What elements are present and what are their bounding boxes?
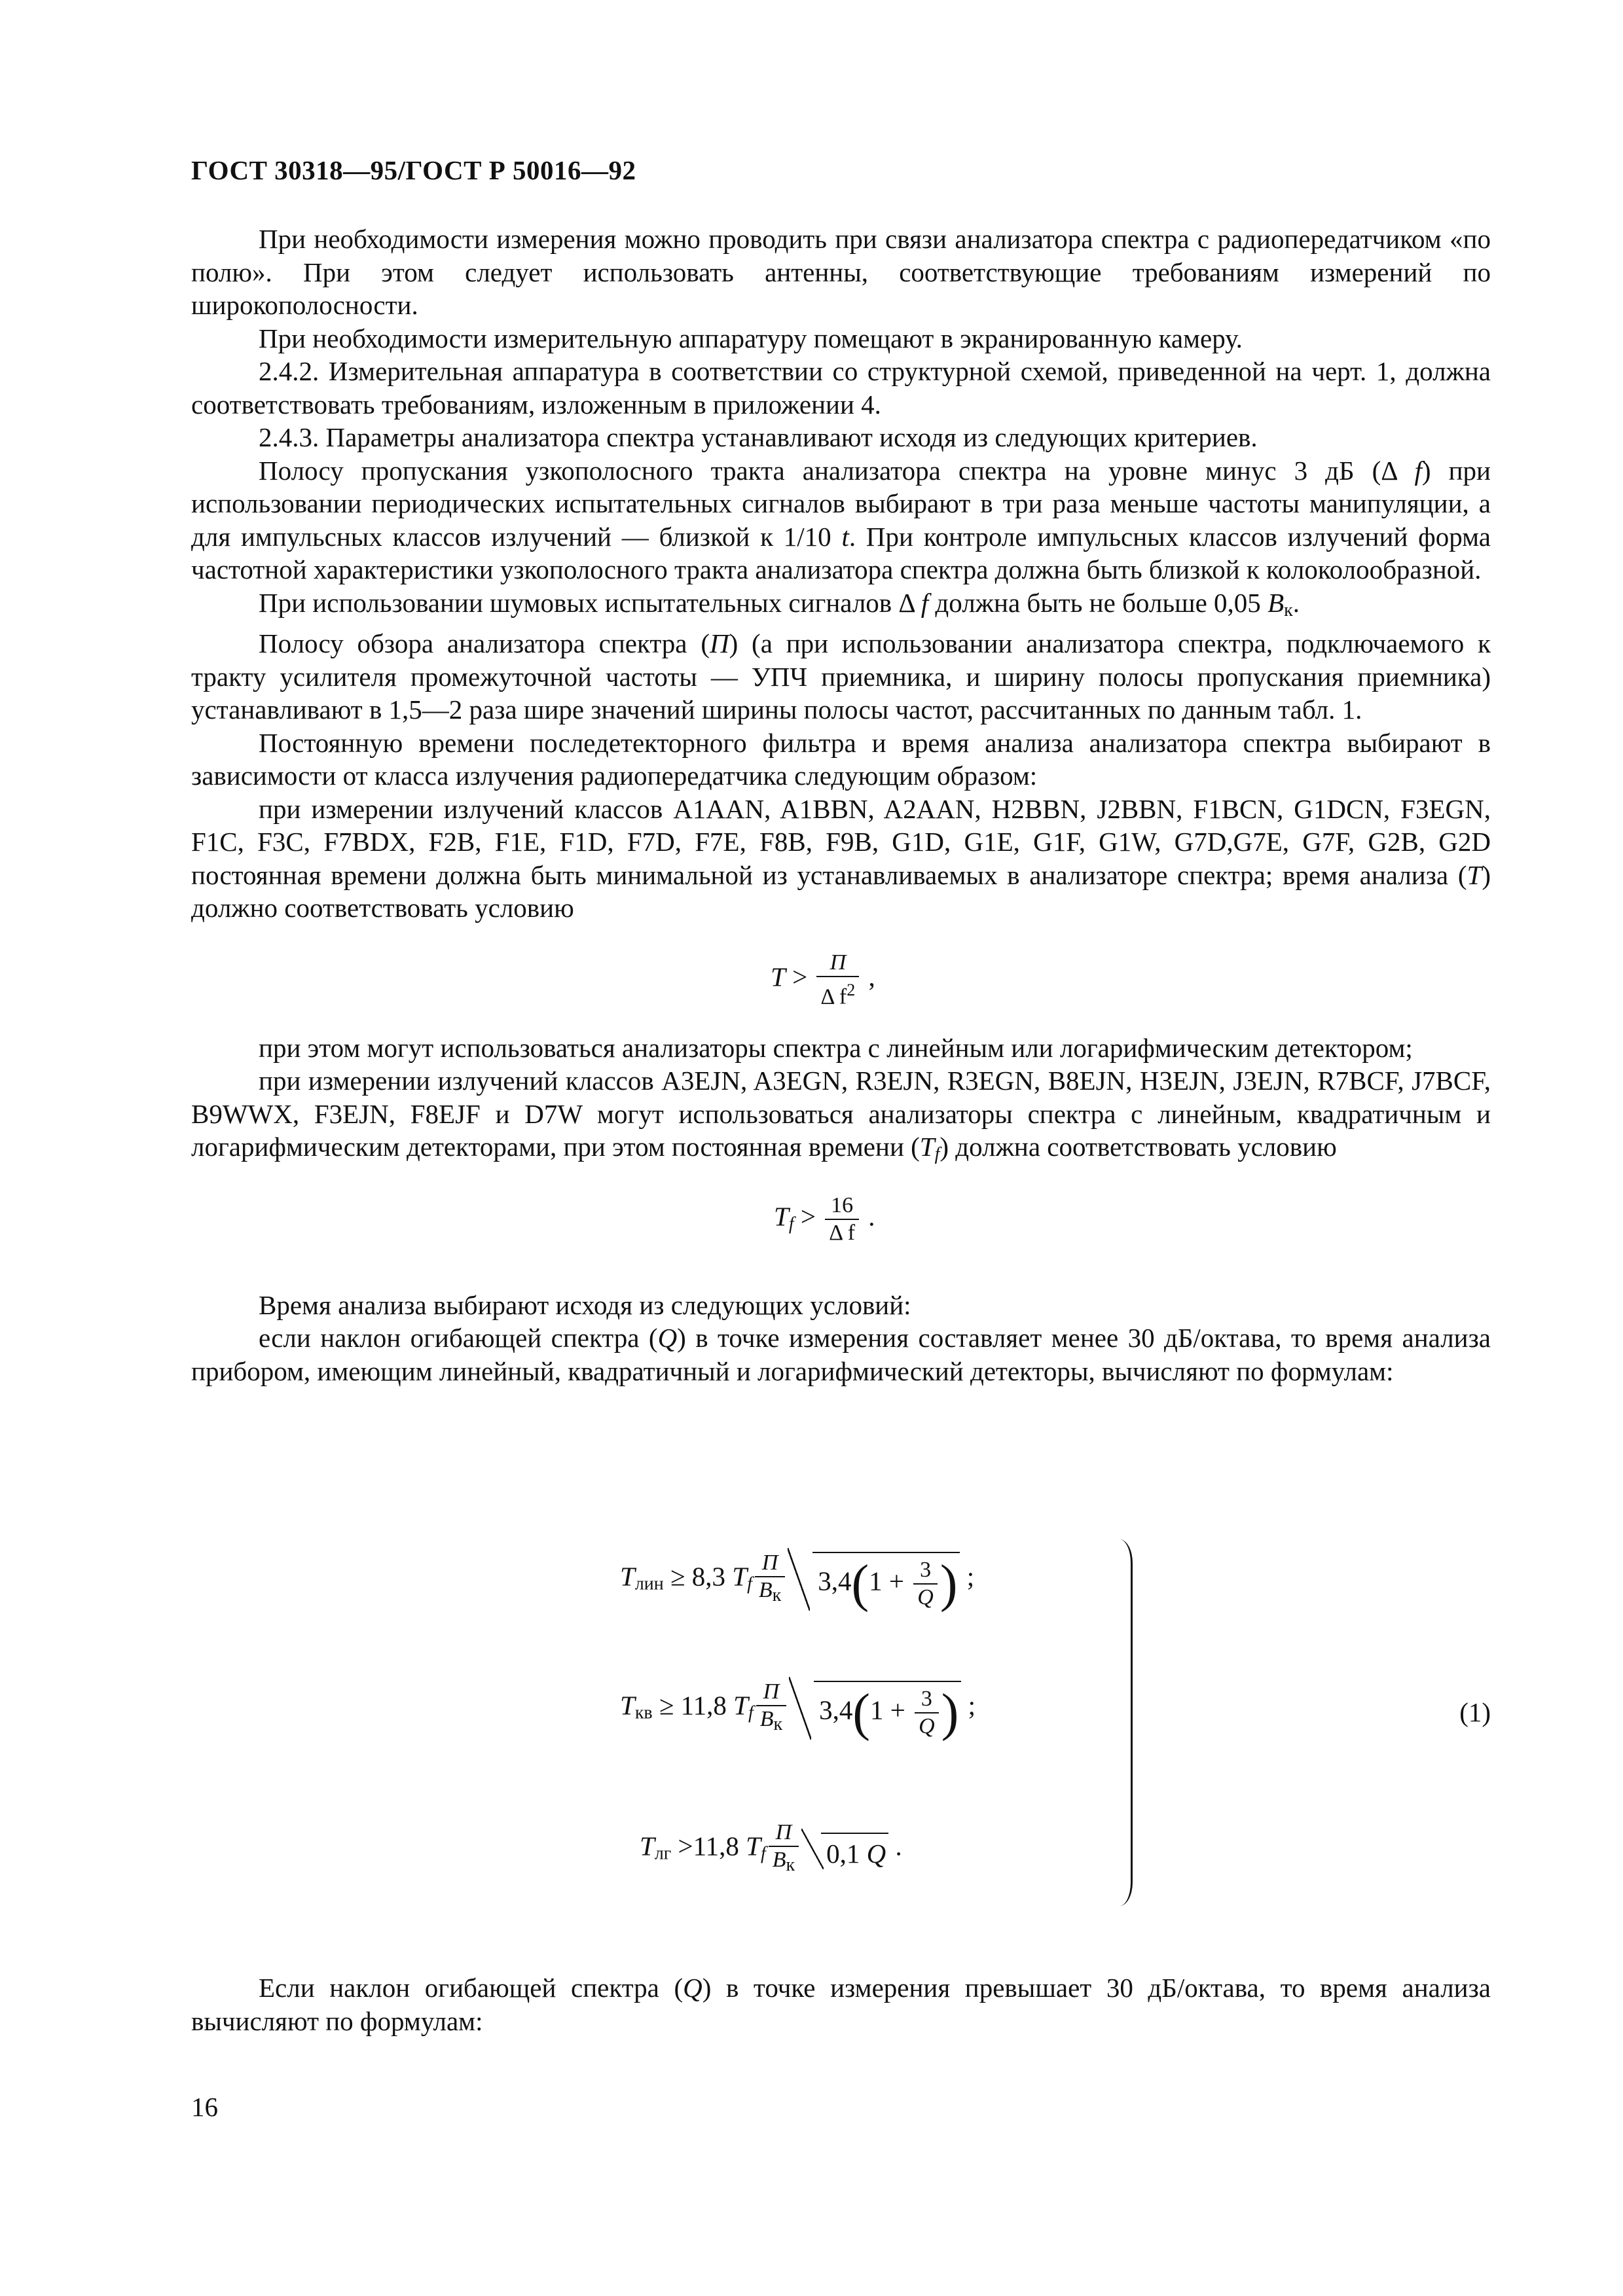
paragraph: Постоянную времени последетекторного фильтра и время анализа анализатора спектра выбирают в зависимости от класса излучения радиопередатчика следующим образом: — [191, 727, 1491, 791]
document-header: ГОСТ 30318—95/ГОСТ Р 50016—92 — [191, 155, 636, 185]
paragraph: Если наклон огибающей спектра (Q) в точке измерения превышает 30 дБ/октава, то время анализа вычисляют по формулам: — [191, 1973, 1491, 2036]
paragraph: при измерении излучений классов A1AAN, A1BBN, A2AAN, H2BBN, J2BBN, F1BCN, G1DCN, F3EGN, F1C, F3C, F7BDX, F2B, F1E, F1D, F7D, F7E, F8B, F9B, G1D, G1E, G1F, G1W, G7D,G7E, G7F, G2B, G2D постоянная времени должна быть минимальной из устанавливаемых в анализаторе спектра; время анализа (T) должно соответствовать условию — [191, 793, 1491, 923]
page-number: 16 — [191, 2092, 218, 2122]
paragraph: При использовании шумовых испытательных сигналов Δ f должна быть не больше 0,05 $B_к$. — [259, 587, 1300, 620]
formula-time-constant: $T_f$ > $\frac{16}{\text{Δ f}}$ . — [774, 1193, 875, 1245]
paragraph: При необходимости измерения можно проводить при связи анализатора спектра с радиопередатчиком «по полю». При этом следует использовать антенны, соответствующие требованиям измерений по широкополосности. — [191, 224, 1491, 320]
paragraph: 2.4.3. Параметры анализатора спектра устанавливают исходя из следующих критериев. — [259, 422, 1258, 452]
paragraph: 2.4.2. Измерительная аппаратура в соответствии со структурной схемой, приведенной на черт. 1, должна соответствовать требованиям, изложенным в приложении 4. — [191, 356, 1491, 420]
paragraph: Время анализа выбирают исходя из следующих условий: — [259, 1289, 911, 1320]
formula-time-condition: T > $\frac{П}{\Delta f^2}$ , — [771, 950, 875, 1009]
paragraph: если наклон огибающей спектра (Q) в точке измерения составляет менее 30 дБ/октава, то время анализа прибором, имеющим линейный, квадратичный и логарифмический детекторы, вычисляют по формулам: — [191, 1323, 1491, 1386]
paragraph: при этом могут использоваться анализаторы спектра с линейным или логарифмическим детектором; — [259, 1032, 1413, 1063]
equation-number: (1) — [1459, 1697, 1491, 1727]
paragraph: при измерении излучений классов A3EJN, A3EGN, R3EJN, R3EGN, B8EJN, H3EJN, J3EJN, R7BCF, J7BCF, B9WWX, F3EJN, F8EJF и D7W могут использоваться анализаторы спектра с линейным, квадратичным и логарифмическим детекторами, при этом постоянная времени $(T_f)$ должна соответствовать условию — [191, 1066, 1491, 1164]
formula-linear: $T_{лин} \ge 8,3$ $T_f$ $\frac{П}{B_к}$ 3,4(1 + $\frac{3}{Q}$ ) ; — [620, 1548, 974, 1611]
paragraph: Полосу обзора анализатора спектра (П) (а при использовании анализатора спектра, подключаемого к тракту усилителя промежуточной частоты — УПЧ приемника, и ширину полосы пропускания приемника) устанавливают в 1,5—2 раза шире значений ширины полосы частот, рассчитанных по данным табл. 1. — [191, 628, 1491, 725]
paragraph: При необходимости измерительную аппаратуру помещают в экранированную камеру. — [259, 323, 1243, 353]
paragraph: Полосу пропускания узкополосного тракта анализатора спектра на уровне минус 3 дБ (Δ f) при использовании периодических испытательных сигналов выбирают в три раза меньше частоты манипуляции, а для импульсных классов излучений — близкой к 1/10 t. При контроле импульсных классов излучений форма частотной характеристики узкополосного тракта анализатора спектра должна быть близкой к колоколообразной. — [191, 455, 1491, 584]
closing-text — [191, 1971, 1491, 2037]
formula-quadratic: $T_{кв} \ge 11,8$ $T_f$ $\frac{П}{B_к}$ 3,4(1 + $\frac{3}{Q}$ ) ; — [620, 1677, 976, 1740]
right-brace — [1111, 1539, 1133, 1906]
equation-system-1 — [191, 1532, 1491, 1924]
main-text — [191, 223, 1491, 1388]
formula-logarithmic: $T_{лг} >11,8$ $T_f$ $\frac{П}{B_к}$ 0,1 Q . — [640, 1820, 902, 1875]
